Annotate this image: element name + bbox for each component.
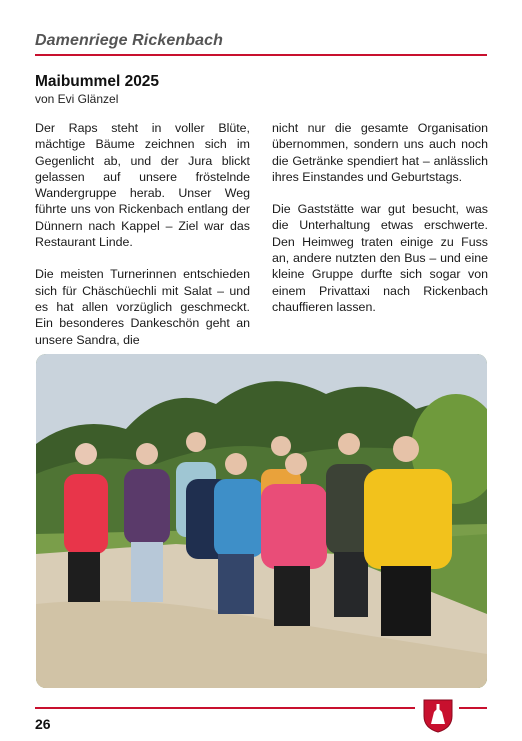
header-divider — [35, 54, 487, 56]
article-title: Maibummel 2025 — [35, 73, 160, 90]
paragraph: Die meisten Turnerinnen entschieden sich für Chäschüechli mit Salat – und es hat allen vorzüglich geschmeckt. Ein besonderes Dankeschön geht an unsere Sandra, die — [35, 267, 250, 347]
paragraph: Die Gaststätte war gut besucht, was die Unterhaltung etwas erschwerte. Den Heimweg traten einige zu Fuss an, andere nutzten den Bus – und eine kleine Gruppe durfte sich sogar von einem Privattaxi nach Rickenbach chauffieren lassen. — [272, 202, 488, 314]
group-photo — [36, 354, 487, 688]
footer-divider-right — [459, 707, 487, 709]
text-column-left — [35, 120, 250, 364]
page-number: 26 — [35, 716, 51, 732]
footer-divider — [35, 707, 415, 709]
section-title: Damenriege Rickenbach — [35, 32, 223, 49]
paragraph: nicht nur die gesamte Organisation übernommen, sondern uns auch noch die Getränke spendiert hat – anlässlich ihres Einstandes und Geburtstags. — [272, 121, 488, 184]
article-byline: von Evi Glänzel — [35, 92, 119, 106]
text-column-right — [272, 120, 488, 331]
coat-of-arms-icon — [422, 698, 454, 734]
paragraph: Der Raps steht in voller Blüte, mächtige Bäume zeichnen sich im Gegenlicht ab, und der Jura blickt gelassen auf unsere fröstelnde Wandergruppe herab. Unser Weg führte uns von Rickenbach entlang der Dünnern nach Kappel – Ziel war das Restaurant Linde. — [35, 121, 250, 250]
